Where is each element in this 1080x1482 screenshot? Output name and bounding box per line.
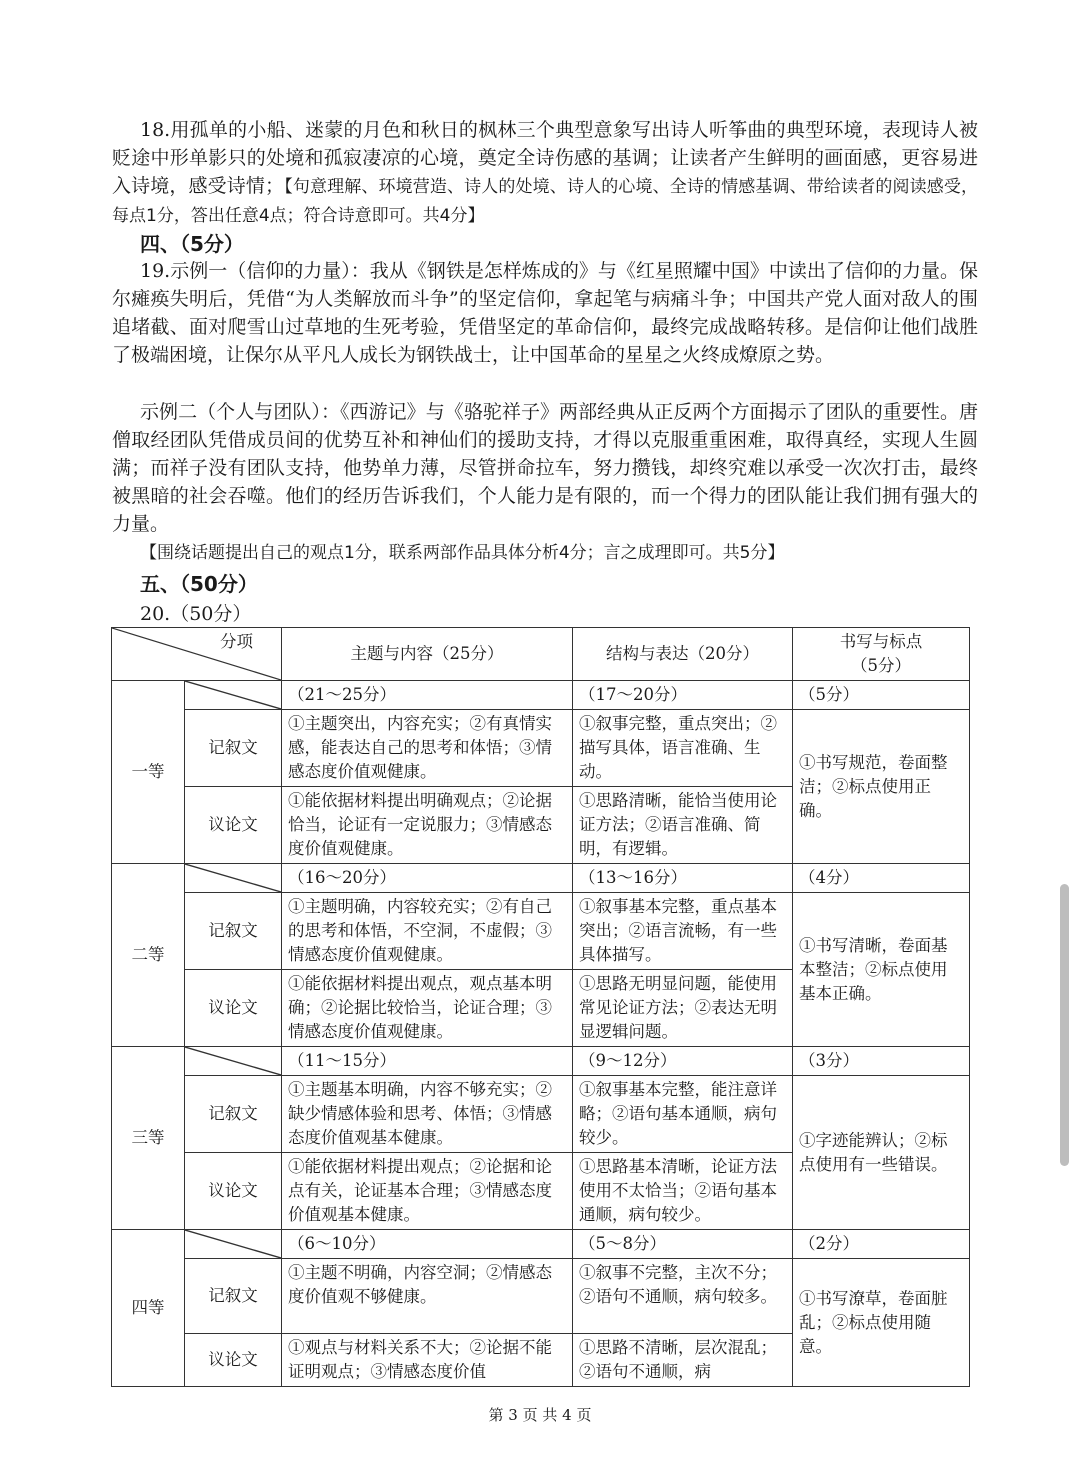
diagonal-line (112, 628, 281, 680)
header-structure: 结构与表达（20分） (573, 628, 793, 681)
essay-rubric-table (111, 627, 970, 1387)
table-row (112, 1259, 970, 1334)
score-range: （21～25分） (282, 681, 573, 710)
q20-label: 20.（50分） (140, 603, 252, 625)
content-criteria: ①能依据材料提出观点；②论据和论点有关，论证基本合理；③情感态度价值观基本健康。 (282, 1153, 573, 1230)
content-criteria: ①能依据材料提出明确观点；②论据恰当，论证有一定说服力；③情感态度价值观健康。 (282, 787, 573, 864)
score-range: （17～20分） (573, 681, 793, 710)
table-row (112, 710, 970, 787)
q18-scoring-note: 【句意理解、环境营造、诗人的处境、诗人的心境、全诗的情感基调、带给读者的阅读感受，每点1分，答出任意4点；符合诗意即可。共4分】 (112, 177, 978, 226)
section-4-heading: 四、（5分） (140, 232, 244, 256)
content-criteria: ①主题明确，内容较充实；②有自己的思考和体悟，不空洞，不虚假；③情感态度价值观健康。 (282, 893, 573, 970)
table-row (112, 681, 970, 710)
writing-criteria: ①书写潦草，卷面脏乱；②标点使用随意。 (793, 1259, 970, 1387)
corner-header-cell (112, 628, 282, 681)
genre-label: 记叙文 (185, 1076, 282, 1153)
diag-cell (185, 681, 282, 710)
page-footer: 第 3 页 共 4 页 (488, 1406, 592, 1424)
scrollbar-thumb[interactable] (1060, 884, 1069, 1166)
score-range: （3分） (793, 1047, 970, 1076)
content-criteria: ①能依据材料提出观点，观点基本明确；②论据比较恰当，论证合理；③情感态度价值观健康。 (282, 970, 573, 1047)
structure-criteria: ①叙事不完整，主次不分；②语句不通顺，病句较多。 (573, 1259, 793, 1334)
q18-answer (112, 116, 978, 230)
q19-scoring-note: 【围绕话题提出自己的观点1分，联系两部作品具体分析4分；言之成理即可。共5分】 (140, 543, 785, 563)
genre-label: 议论文 (185, 1334, 282, 1387)
content-criteria: ①主题突出，内容充实；②有真情实感，能表达自己的思考和体悟；③情感态度价值观健康。 (282, 710, 573, 787)
corner-label: 分项 (220, 632, 253, 651)
score-range: （6～10分） (282, 1230, 573, 1259)
score-range: （16～20分） (282, 864, 573, 893)
table-row (112, 1047, 970, 1076)
genre-label: 记叙文 (185, 710, 282, 787)
grade-label: 一等 (112, 681, 185, 864)
structure-criteria: ①叙事完整，重点突出；②描写具体，语言准确、生动。 (573, 710, 793, 787)
diag-cell (185, 1047, 282, 1076)
score-range: （4分） (793, 864, 970, 893)
writing-criteria: ①书写规范，卷面整洁；②标点使用正确。 (793, 710, 970, 864)
genre-label: 议论文 (185, 787, 282, 864)
writing-criteria: ①书写清晰，卷面基本整洁；②标点使用基本正确。 (793, 893, 970, 1047)
table-header-row (112, 628, 970, 681)
q19-example-1: 19.示例一（信仰的力量）：我从《钢铁是怎样炼成的》与《红星照耀中国》中读出了信仰的力量。保尔瘫痪失明后，凭借“为人类解放而斗争”的坚定信仰，拿起笔与病痛斗争；中国共产党人面对敌人的围追堵截、面对爬雪山过草地的生死考验，凭借坚定的革命信仰，最终完成战略转移。是信仰让他们战胜了极端困境，让保尔从平凡人成长为钢铁战士，让中国革命的星星之火终成燎原之势。 (112, 260, 978, 366)
table-row (112, 1230, 970, 1259)
score-range: （2分） (793, 1230, 970, 1259)
header-writing: 书写与标点 （5分） (793, 628, 970, 681)
content-criteria: ①观点与材料关系不大；②论据不能证明观点；③情感态度价值 (282, 1334, 573, 1387)
genre-label: 记叙文 (185, 1259, 282, 1334)
diag-cell (185, 864, 282, 893)
diag-cell (185, 1230, 282, 1259)
header-content: 主题与内容（25分） (282, 628, 573, 681)
table-row (112, 1076, 970, 1153)
writing-criteria: ①字迹能辨认；②标点使用有一些错误。 (793, 1076, 970, 1230)
q19-example-2: 示例二（个人与团队）：《西游记》与《骆驼祥子》两部经典从正反两个方面揭示了团队的重要性。唐僧取经团队凭借成员间的优势互补和神仙们的援助支持，才得以克服重重困难，取得真经，实现人生圆满；而祥子没有团队支持，他势单力薄，尽管拼命拉车，努力攒钱，却终究难以承受一次次打击，最终被黑暗的社会吞噬。他们的经历告诉我们，个人能力是有限的，而一个得力的团队能让我们拥有强大的力量。 (112, 401, 978, 535)
score-range: （5～8分） (573, 1230, 793, 1259)
structure-criteria: ①思路无明显问题，能使用常见论证方法；②表达无明显逻辑问题。 (573, 970, 793, 1047)
structure-criteria: ①叙事基本完整，能注意详略；②语句基本通顺，病句较少。 (573, 1076, 793, 1153)
genre-label: 议论文 (185, 970, 282, 1047)
genre-label: 议论文 (185, 1153, 282, 1230)
structure-criteria: ①思路清晰，能恰当使用论证方法；②语言准确、简明，有逻辑。 (573, 787, 793, 864)
q18-text: 18.用孤单的小船、迷蒙的月色和秋日的枫林三个典型意象写出诗人听筝曲的典型环境，表现诗人被贬途中形单影只的处境和孤寂凄凉的心境，奠定全诗伤感的基调；让读者产生鲜明的画面感，更容易进入诗境，感受诗情； (112, 119, 978, 197)
grade-label: 二等 (112, 864, 185, 1047)
score-range: （9～12分） (573, 1047, 793, 1076)
section-5-heading: 五、（50分） (140, 572, 258, 596)
score-range: （11～15分） (282, 1047, 573, 1076)
table-row (112, 864, 970, 893)
table-row (112, 893, 970, 970)
structure-criteria: ①思路不清晰，层次混乱；②语句不通顺，病 (573, 1334, 793, 1387)
score-range: （13～16分） (573, 864, 793, 893)
content-criteria: ①主题基本明确，内容不够充实；②缺少情感体验和思考、体悟；③情感态度价值观基本健康。 (282, 1076, 573, 1153)
grade-label: 三等 (112, 1047, 185, 1230)
score-range: （5分） (793, 681, 970, 710)
grade-label: 四等 (112, 1230, 185, 1387)
genre-label: 记叙文 (185, 893, 282, 970)
structure-criteria: ①思路基本清晰，论证方法使用不太恰当；②语句基本通顺，病句较少。 (573, 1153, 793, 1230)
structure-criteria: ①叙事基本完整，重点基本突出；②语言流畅，有一些具体描写。 (573, 893, 793, 970)
content-criteria: ①主题不明确，内容空洞；②情感态度价值观不够健康。 (282, 1259, 573, 1334)
